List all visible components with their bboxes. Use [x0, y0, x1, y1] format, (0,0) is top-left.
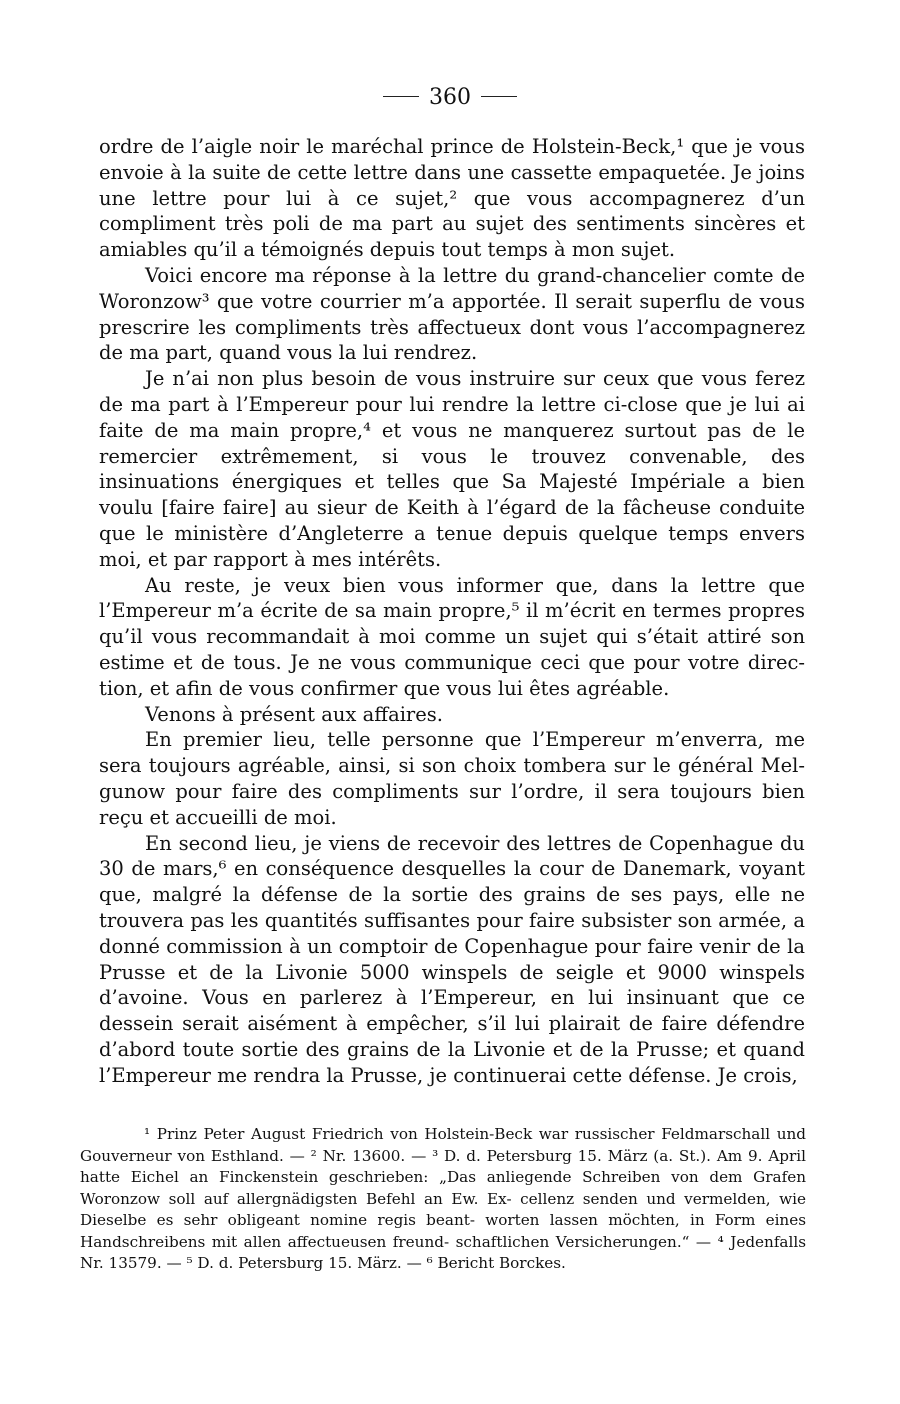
header-rule-right: [481, 96, 517, 97]
body-text: [99, 134, 805, 1088]
paragraph-3: Je n’ai non plus besoin de vous instruire sur ceux que vous ferez de ma part à l’Empereur pour lui rendre la lettre ci-close que je lui ai faite de ma main propre,⁴ et vous ne manquerez surtout pas de le remercier extrêmement, si vous le trouvez convenable, des insinuations énergiques et telles que Sa Majesté Impériale a bien voulu [faire faire] au sieur de Keith à l’égard de la fâcheuse conduite que le ministère d’Angleterre a tenue depuis quelque temps envers moi, et par rapport à mes intérêts.: [99, 367, 805, 571]
paragraph-1: ordre de l’aigle noir le maréchal prince de Holstein-Beck,¹ que je vous envoie à la suite de cette lettre dans une cassette empaquetée. Je joins une lettre pour lui à ce sujet,² que vous accompagnerez d’un compliment très poli de ma part au sujet des sentiments sincères et amiables qu’il a témoignés depuis tout temps à mon sujet.: [99, 135, 805, 262]
header-rule-left: [383, 96, 419, 97]
page-number: 360: [429, 85, 471, 110]
paragraph-4: Au reste, je veux bien vous informer que, dans la lettre que l’Empereur m’a écrite de sa main propre,⁵ il m’écrit en termes propres qu’il vous recommandait à moi comme un sujet qui s’était attiré son estime et de tous. Je ne vous communique ceci que pour votre direc- tion, et afin de vous confirmer que vous lui êtes agréable.: [99, 573, 805, 700]
footnote-text: ¹ Prinz Peter August Friedrich von Holstein-Beck war russischer Feldmarschall und Gouverneur von Esthland. — ² Nr. 13600. — ³ D. d. Petersburg 15. März (a. St.). Am 9. April hatte Eichel an Finckenstein geschrieben: „Das anliegende Schreiben von dem Grafen Woronzow soll auf allergnädigsten Befehl an Ew. Ex- cellenz senden und vermelden, wie Dieselbe es sehr obligeant nomine regis beant- worten lassen möchten, in Form eines Handschreibens mit allen affectueusen freund- schaftlichen Versicherungen.“ — ⁴ Jedenfalls Nr. 13579. — ⁵ D. d. Petersburg 15. März. — ⁶ Bericht Borckes.: [80, 1125, 806, 1272]
paragraph-5: Venons à présent aux affaires.: [145, 702, 443, 726]
paragraph-2: Voici encore ma réponse à la lettre du grand-chancelier comte de Woronzow³ que votre courrier m’a apportée. Il serait superflu de vous prescrire les compliments très affectueux dont vous l’accompagnerez de ma part, quand vous la lui rendrez.: [99, 263, 805, 365]
paragraph-7: En second lieu, je viens de recevoir des lettres de Copenhague du 30 de mars,⁶ en conséquence desquelles la cour de Danemark, voyant que, malgré la défense de la sortie des grains de ses pays, elle ne trouvera pas les quantités suffisantes pour faire subsister son armée, a donné commission à un comptoir de Copenhague pour faire venir de la Prusse et de la Livonie 5000 winspels de seigle et 9000 winspels d’avoine. Vous en parlerez à l’Empereur, en lui insinuant que ce dessein serait aisément à empêcher, s’il lui plairait de faire défendre d’abord toute sortie des grains de la Livonie et de la Prusse; et quand l’Empereur me rendra la Prusse, je continuerai cette défense. Je crois,: [99, 831, 805, 1087]
page-header: [0, 84, 900, 112]
paragraph-6: En premier lieu, telle personne que l’Empereur m’enverra, me sera toujours agréable, ainsi, si son choix tombera sur le général Mel- gunow pour faire des compliments sur l’ordre, il sera toujours bien reçu et accueilli de moi.: [99, 728, 805, 829]
footnotes: [80, 1124, 806, 1275]
